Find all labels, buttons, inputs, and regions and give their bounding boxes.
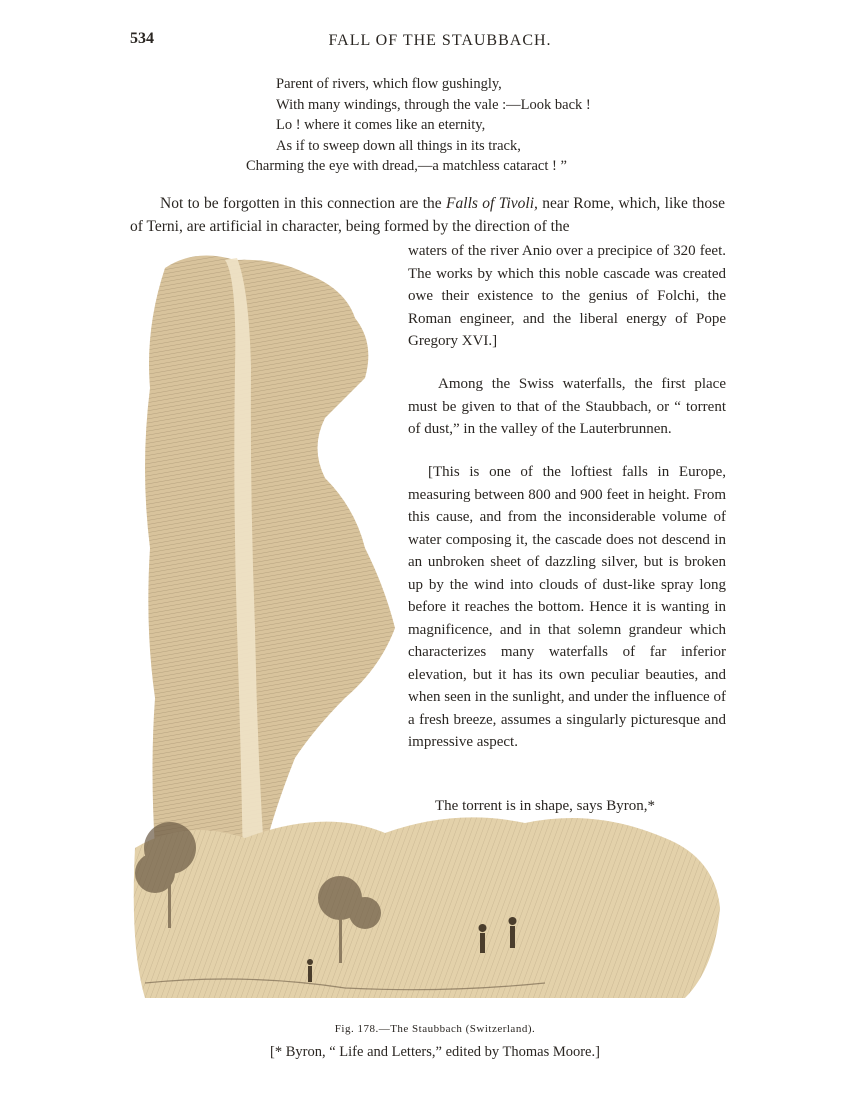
- poem-line: Charming the eye with dread,—a matchless cataract ! ”: [246, 158, 567, 174]
- paragraph-byron-intro: [408, 795, 726, 818]
- page-number: 534: [130, 30, 154, 47]
- figure-caption: Fig. 178.—The Staubbach (Switzerland).: [334, 1023, 536, 1035]
- running-head: FALL OF THE STAUBBACH.: [328, 32, 552, 49]
- paragraph-tivoli: [130, 192, 725, 238]
- poem-line: Parent of rivers, which flow gushingly,: [276, 76, 502, 92]
- poem-line: With many windings, through the vale :—Look back !: [276, 96, 591, 113]
- poem-line: Lo ! where it comes like an eternity,: [276, 117, 486, 133]
- italic-falls-of-tivoli: Falls of Tivoli,: [446, 195, 538, 212]
- poem-block: [246, 74, 591, 177]
- paragraph-text: Not to be forgotten in this connection are the: [160, 195, 447, 212]
- paragraph-tivoli-continued: [408, 240, 726, 353]
- paragraph-text: The torrent is in shape, says Byron,*: [435, 798, 655, 814]
- paragraph-text: waters of the river Anio over a precipice of 320 feet. The works by which this noble cascade was created owe their existence to the genius of Folchi, the Roman engineer, and the liberal energy of Pope Gregory XVI.]: [408, 243, 726, 349]
- paragraph-text: Among the Swiss waterfalls, the first place must be given to that of the Staubbach, or “ torrent of dust,” in the valley of the Lauterbrunnen.: [408, 376, 726, 437]
- footnote: [* Byron, “ Life and Letters,” edited by Thomas Moore.]: [270, 1044, 600, 1060]
- paragraph-staubbach-description: [408, 461, 726, 754]
- paragraph-text: [This is one of the loftiest falls in Europe, measuring between 800 and 900 feet in height. From this cause, and from the inconsiderable volume of water composing it, the cascade does not descend in an unbroken sheet of dazzling silver, but is broken up by the wind into clouds of dust-like spray long before it reaches the bottom. Hence it is wanting in magnificence, and in that solemn grandeur which characterizes many waterfalls of far inferior elevation, but it has its own peculiar beauties, and when seen in the sunlight, and under the influence of a fresh breeze, assumes a singularly picturesque and impressive aspect.: [408, 464, 726, 750]
- paragraph-swiss-waterfalls: [408, 373, 726, 441]
- paragraph-text: near Rome, which, like those of Terni, are artificial in character, being formed by the direction of the: [130, 195, 725, 235]
- poem-line: As if to sweep down all things in its track,: [276, 137, 521, 154]
